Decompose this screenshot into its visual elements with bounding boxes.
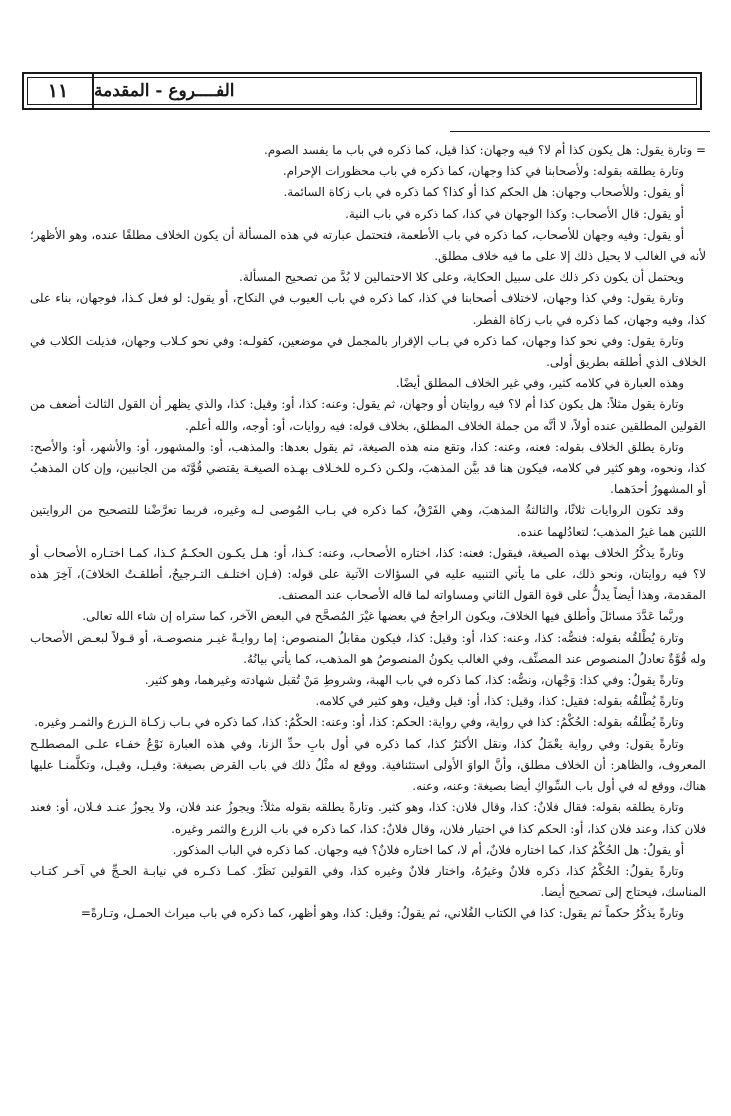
paragraph: وربَّما عَدَّدَ مسائلَ وأطلق فيها الخلافَ، ويكون الراجحُ في بعضها غيْرَ المُصحَّح في البعض الآخر، كما ستراه إن شاء الله تعالى. <box>82 609 684 624</box>
page-number: ١١ <box>24 74 94 108</box>
paragraph: وتارة يقول: وفي كذا وجهان، لاختلاف أصحابنا في كذا، كما ذكره في باب العيوب في النكاح، أو يقول: لو فعل كـذا، فوجهان، بناء على كذا، وفيه وجهان، كما ذكره في باب زكاة الفطر. <box>30 291 706 327</box>
paragraph: = وتارة يقول: هل يكون كذا أم لا؟ فيه وجهان: كذا قيل، كما ذكره في باب ما يفسد الصوم. <box>264 143 706 157</box>
page-header <box>22 72 702 110</box>
paragraph: وتارةً يقول: وفي رواية يعْمَلُ كذا، ونقل الأكثرُ كذا، كما ذكره في أول بابِ حدِّ الزنا، وفي هذه العبارة نَوْعُ خفـاء علـى المصطلـح المعروف، والظاهر: أن الخلاف مطلق، وأنَّ الواوَ الأولى استئنافية. ووقع له مثْلُ ذلك في باب القرض بصيغة: وقيـل، وقيـل، وتكلَّمنـا عليها هناك، ووقع له في أول باب السِّواكِ أيضا بصيغة: وعنه، وعنه. <box>30 736 706 794</box>
paragraph: وقد تكون الروايات ثلاثًا، والثالثةُ المذهبَ، وهي الفَرْقُ، كما ذكره في بـاب المُوصى لـه وغيره، فربما تعرَّضْنا للتصحيح من الروايتين اللتين هما غيرُ المذهب؛ لتعادُلهما عنده. <box>30 503 706 539</box>
paragraph: أو يقولُ: هل الحُكْمُ كذا، كما اختاره فلانٌ، أم لا، كما اختاره فلانٌ؟ فيه وجهان. كما ذكره في الباب المذكور. <box>172 842 684 857</box>
paragraph: وتارةً يُطْلقُه بقوله: فقيل: كذا، وقيل: كذا، أو: قيل وقيل، وهو كثير في كلامه. <box>315 694 684 709</box>
header-divider-rule <box>450 131 710 132</box>
paragraph: وتارةً يقولُ: الحُكْمُ كذا، ذكره فلانٌ وغيرُهُ، واختار فلانٌ وغيره كذا، وفي القولين نَظَرٌ. كمـا ذكـره في نيابـة الحـجِّ في آخـر كتـاب المناسك، فيحتاج إلى تصحيح أيضا. <box>30 863 706 900</box>
paragraph: وتارةً يقولُ: وفي كذا: وَجْهان، ونصُّه: كذا، كما ذكره في باب الهبة، وشروطِ مَنْ تُقبل شهادته وغيرهما، وهو كثير. <box>144 673 684 688</box>
paragraph: وتارة يطلقه بقوله: ولأصحابنا في كذا وجهان، كما ذكره في باب محظورات الإحرام. <box>282 164 684 179</box>
body-text <box>30 140 706 925</box>
paragraph: وهذه العبارة في كلامه كثير، وفي غير الخلاف المطلق أيضًا. <box>395 376 684 391</box>
paragraph: أو يقول: وللأصحاب وجهان: هل الحكم كذا أو كذا؟ كما ذكره في باب زكاة السائمة. <box>283 185 684 200</box>
paragraph: وتارة يطلقه بقوله: فقال فلانٌ: كذا، وقال فلان: كذا، وهو كثير. وتارةً يطلقه بقوله مثلاً: ويجوزُ عند فلان، ولا يجوزُ عنـد فـلان، أو: فعند فلان كذا، وعند فلان كذا، أو: الحكم كذا في اختيار فلان، وقال فلانٌ: كذا، كما ذكره في باب الزرع والثمر وغيره. <box>30 800 706 836</box>
paragraph: وتارة يقول: وفي نحو كذا وجهان، كما ذكره في بـاب الإقرار بالمجمل في موضعين، كقولـه: وفي نحو كـلاب وجهان، فذيلت الكلاب في الخلاف الذي أطلقه بطريق أولى. <box>30 333 706 370</box>
paragraph: وتارة يطلق الخلاف بقوله: فعنه، وعنه: كذا، وتقع منه هذه الصيغة، ثم يقول بعدها: والمذهب، أو: والمشهور، أو: والأشهر، أو: والأصح: كذا، ونحوه، وهو كثير في كلامه، فيكون هنا قد بيَّن المذهبَ، ولكـن ذكـره للخـلاف بهـذه الصيغـة يقتضي قُوَّتَه من الجانبين، وإن كان المذهبُ أو المشهورُ أحدَهما. <box>30 439 706 497</box>
paragraph: ويحتمل أن يكون ذكر ذلك على سبيل الحكاية، وعلى كلا الاحتمالين لا بُدَّ من تصحيح المسألة. <box>239 270 684 285</box>
paragraph: وتارةً يذكُرُ حكماً ثم يقول: كذا في الكتاب الفُلاني، ثم يقولُ: وقيل: كذا، وهو أظهر، كما ذكره في باب ميراث الحمـل، وتـارةً= <box>80 906 684 921</box>
running-title: الفــــروع - المقدمة <box>94 81 235 101</box>
paragraph: أو يقول: قال الأصحاب: وكذا الوجهان في كذا، كما ذكره في باب النية. <box>345 206 684 221</box>
paragraph: وتارة يقول مثلاً: هل يكون كذا أم لا؟ فيه روايتان أو وجهان، ثم يقول: وعنه: كذا، أو: وقيل: كذا، والذي يظهر أن القول الثالث أضعف من القولين المطلقين عنده أولاً، لا أنَّه من جملة الخلاف المطلق، بخلاف قوله: فيه روايات، أو: أوجه، والله أعلم. <box>30 397 706 433</box>
paragraph: وتارة يُطْلقُه بقوله: فنصُّه: كذا، وعنه: كذا، أو: وقيل: كذا، فيكون مقابلُ المنصوص: إما روايـةً غيـر منصوصـة، أو قـولاً لبعـض الأصحاب وله قُوَّةٌ تعادلُ المنصوص عند المصنِّف، وفي الغالب يكونُ المنصوصُ هو المذهب، كما يأتي بيانُهُ. <box>30 630 706 666</box>
paragraph: وتارةً يذكُرُ الخلاف بهذه الصيغة، فيقول: فعنه: كذا، اختاره الأصحاب، وعنه: كـذا، أو: هـل يكـون الحكـمُ كـذا، كمـا اختـاره الأصحاب أو لا؟ فيه روايتان، ونحو ذلك، على ما يأتي التنبيه عليه في السؤالات الآتية على قوله: (فـإن اختلـف التـرجيحُ، أطلقـتُ الخلافَ)، آخِرَ هذه المقدمة، وهذا أيضاً يدلُّ على قوة القول الثاني ومساواته لما قاله الأصحاب عند المصنف. <box>30 545 706 603</box>
paragraph: أو يقول: وفيه وجهان للأصحاب، كما ذكره في باب الأطعمة، فتحتمل عبارته في هذه المسألة أن يكون الخلاف مطلقًا عنده، وهو الأظهر؛ لأنه في الغالب لا يحيل ذلك إلا على ما فيه خلاف مطلق. <box>30 227 706 264</box>
paragraph: وتارةً يُطْلقُه بقوله: الحُكْمُ: كذا في رواية، وفي رواية: الحكم: كذا، أو: وعنه: الحكْمُ: كذا، كما ذكره في بـاب زكـاة الـزرع والثمـر وغيره. <box>34 715 684 730</box>
